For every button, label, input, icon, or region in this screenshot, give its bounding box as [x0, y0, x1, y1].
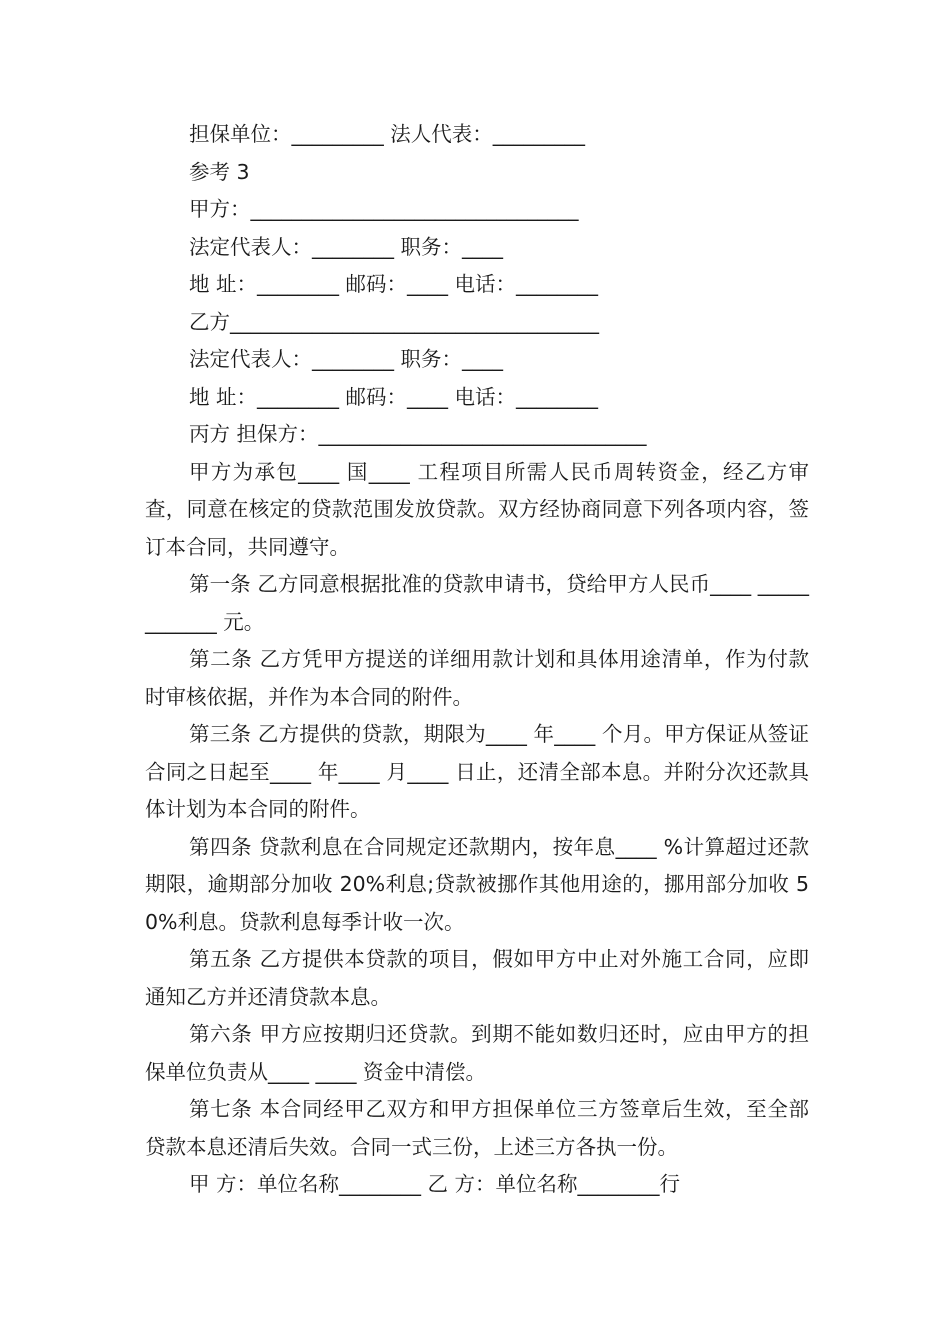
party-b-line: 乙方____________________________________: [189, 309, 599, 334]
article-2-paragraph: 第二条 乙方凭甲方提送的详细用款计划和具体用途清单，作为付款时审核依据，并作为本合同的附件。: [145, 647, 809, 709]
party-a-representative-line: 法定代表人：________ 职务：____: [189, 234, 504, 259]
preamble-paragraph: 甲方为承包____ 国____ 工程项目所需人民币周转资金，经乙方审查，同意在核定的贷款范围发放贷款。双方经协商同意下列各项内容，签订本合同，共同遵守。: [145, 459, 809, 559]
party-c-guarantor-line: 丙方 担保方：________________________________: [189, 422, 647, 446]
article-5-paragraph: 第五条 乙方提供本贷款的项目，假如甲方中止对外施工合同，应即通知乙方并还清贷款本息。: [145, 947, 809, 1009]
party-b-address-line: 地 址：________ 邮码：____ 电话：________: [189, 384, 599, 409]
signature-line: 甲 方：单位名称________ 乙 方：单位名称________行: [189, 1172, 681, 1196]
article-6-paragraph: 第六条 甲方应按期归还贷款。到期不能如数归还时，应由甲方的担保单位负责从____ ____ 资金中清偿。: [145, 1022, 809, 1084]
article-3-paragraph: 第三条 乙方提供的贷款，期限为____ 年____ 个月。甲方保证从签证合同之日起至____ 年____ 月____ 日止，还清全部本息。并附分次还款具体计划为本合同的附件。: [145, 722, 809, 821]
article-4-paragraph: 第四条 贷款利息在合同规定还款期内，按年息____ %计算超过还款期限，逾期部分加收 20%利息;贷款被挪作其他用途的，挪用部分加收 50%利息。贷款利息每季计收一次。: [145, 834, 809, 934]
document-body: [145, 116, 809, 1204]
article-1-paragraph: 第一条 乙方同意根据批准的贷款申请书，贷给甲方人民币____ ____________ 元。: [145, 572, 809, 634]
article-7-paragraph: 第七条 本合同经甲乙双方和甲方担保单位三方签章后生效，至全部贷款本息还清后失效。合同一式三份，上述三方各执一份。: [145, 1097, 809, 1159]
reference-label: 参考 3: [189, 159, 250, 184]
guarantor-line: 担保单位：_________ 法人代表：_________: [189, 122, 586, 146]
party-a-address-line: 地 址：________ 邮码：____ 电话：________: [189, 272, 599, 296]
party-a-line: 甲方：________________________________: [189, 197, 579, 221]
party-b-representative-line: 法定代表人：________ 职务：____: [189, 347, 504, 371]
